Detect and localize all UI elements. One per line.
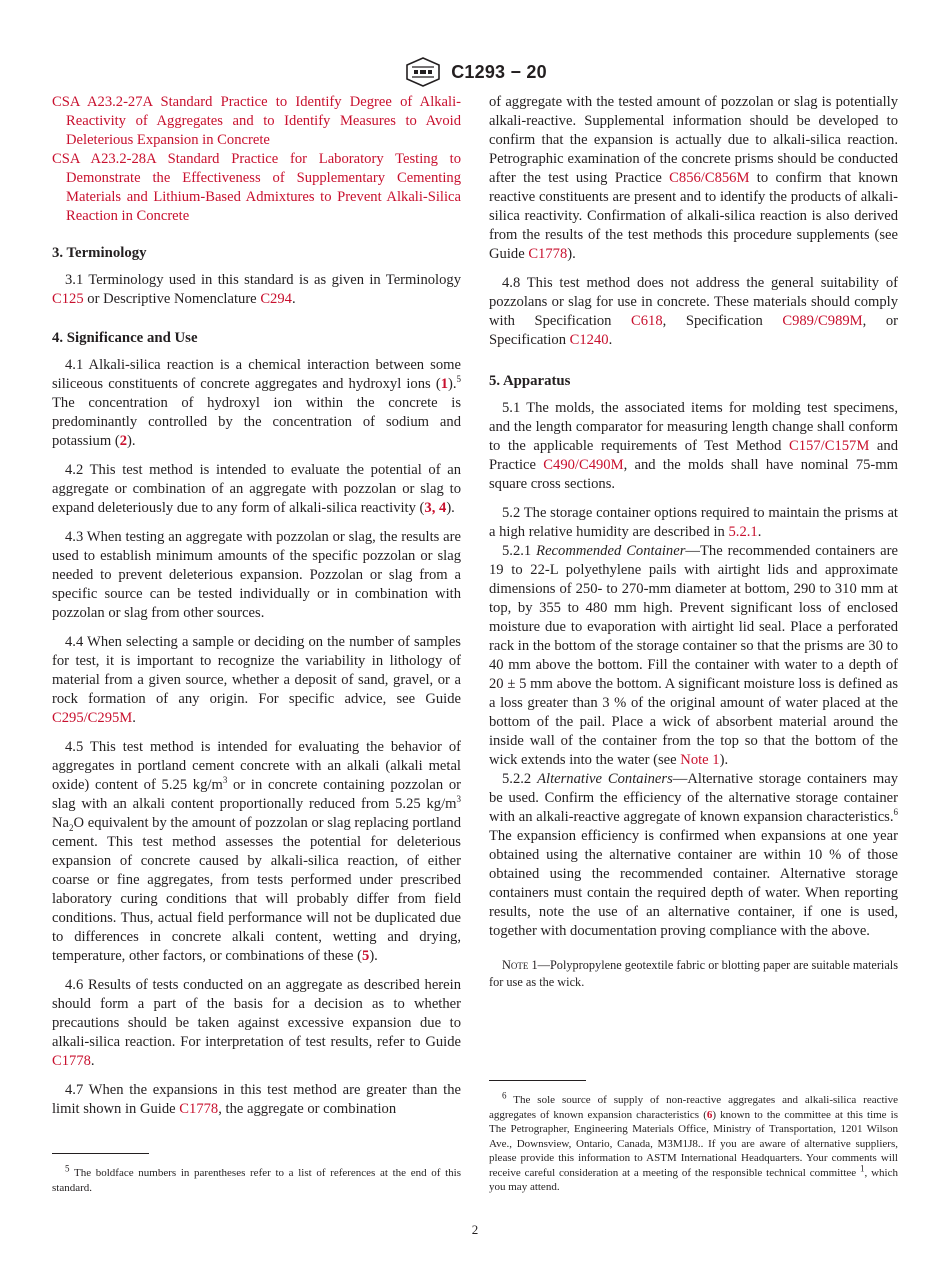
paragraph-4-7-continued: of aggregate with the tested amount of pozzolan or slag is potentially alkali-reactive. Supplemental information should be developed to confirm that the expansion is actually due to alkali-silica reaction. Petrographic examination of the concrete prisms should be conducted after the test using Practice C856/C856M to confirm that known reactive constituents are present and to identify the products of alkali-silica reactivity. Confirmation of alkali-silica reaction is also derived from the results of the test methods this procedure supplements (see Guide C1778).: [489, 94, 898, 262]
paragraph-4-7: 4.7 When the expansions in this test method are greater than the limit shown in Guide C1778, the aggregate or combination: [52, 1082, 461, 1117]
reference-csa-27a: [52, 93, 461, 150]
link-c618[interactable]: C618: [631, 313, 663, 329]
link-c294[interactable]: C294: [260, 291, 292, 307]
standard-designation: C1293 − 20: [451, 61, 547, 82]
footnote-rule: [489, 1080, 586, 1081]
link-c989[interactable]: C989/C989M: [782, 313, 863, 329]
link-c1778[interactable]: C1778: [528, 246, 568, 262]
page-header: [0, 57, 950, 87]
link-note-1[interactable]: Note 1: [680, 752, 720, 768]
paragraph-5-2-1: 5.2.1 Recommended Container—The recommended containers are 19 to 22-L polyethylene pails with airtight lids and approximate dimensions of 250- to 270-mm diameter at bottom, 290 to 310 mm at top, by 355 to 480 mm high. Prevent significant loss of enclosed moisture due to evaporation with airtight lid seal. Place a perforated rack in the bottom of the storage container so that the prisms are 30 to 40 mm above the bottom. Fill the container with water to a depth of 20 ± 5 mm above the bottom. A significant moisture loss is defined as a loss greater than 3 % of the original amount of water placed at the bottom of the pail. Place a wick of absorbent material around the inside wall of the container from the top so that the bottom of the wick extends into the water (see Note 1).: [489, 543, 898, 768]
paragraph-5-2: 5.2 The storage container options required to maintain the prisms at a high relative humidity are described in 5.2.1.: [489, 505, 898, 540]
paragraph-4-2: 4.2 This test method is intended to evaluate the potential of an aggregate or combination of an aggregate with pozzolan or slag to expand deleteriously due to any form of alkali-silica reactivity (3, 4).: [52, 462, 461, 516]
footnote-area: [52, 1153, 461, 1195]
reference-code[interactable]: CSA A23.2-28A: [52, 151, 156, 167]
paragraph-4-1: 4.1 Alkali-silica reaction is a chemical interaction between some siliceous constituents of concrete aggregates and hydroxyl ions (1).$^5$ The concentration of hydroxyl ion within the concrete is predominantly controlled by the concentration of sodium and potassium (2).: [52, 357, 461, 449]
link-c1778[interactable]: C1778: [179, 1101, 219, 1117]
section-heading-significance: 4. Significance and Use: [52, 330, 198, 346]
paragraph-3-1: 3.1 Terminology used in this standard is as given in Terminology C125 or Descriptive Nomenclature C294.: [52, 272, 461, 307]
footnote-rule: [52, 1153, 149, 1154]
left-column: [52, 93, 461, 1194]
ref-link-6[interactable]: 6: [706, 1108, 713, 1121]
link-c1240[interactable]: C1240: [569, 332, 609, 348]
right-column: [489, 93, 899, 1193]
reference-csa-28a: [52, 150, 461, 226]
ref-link-5[interactable]: 5: [362, 948, 370, 964]
paragraph-4-4: 4.4 When selecting a sample or deciding on the number of samples for test, it is important to recognize the variability in lithology of material from a given source, whether a deposit of sand, gravel, or a rock formation of any origin. For specific advice, see Guide C295/C295M.: [52, 634, 461, 726]
note-1: Note 1—Polypropylene geotextile fabric or blotting paper are suitable materials for use as the wick.: [489, 958, 898, 989]
link-c125[interactable]: C125: [52, 291, 84, 307]
link-c157[interactable]: C157/C157M: [789, 438, 870, 454]
link-5-2-1[interactable]: 5.2.1: [728, 524, 758, 540]
paragraph-4-3: 4.3 When testing an aggregate with pozzolan or slag, the results are used to establish minimum amounts of the specific pozzolan or slag needed to prevent deleterious expansion. Pozzolan or slag from a specific source can be tested individually or in combination with pozzolan or slag from other sources.: [52, 529, 461, 621]
astm-logo-icon: [403, 57, 443, 87]
footnote-6: $^6$ The sole source of supply of non-reactive aggregates and alkali-silica reactive aggregates of known expansion characteristics (6) known to the committee at this time is The Petrographer, Engineering Materials Office, Ministry of Transportation, 1201 Wilson Ave., Downsview, Ontario, Canada, M3M1J8.. If you are aware of alternative suppliers, please provide this information to ASTM International Headquarters. Your comments will receive careful consideration at a meeting of the responsible technical committee $^1$, which you may attend.: [489, 1090, 899, 1193]
paragraph-5-1: 5.1 The molds, the associated items for molding test specimens, and the length comparator for measuring length change shall conform to the applicable requirements of Test Method C157/C157M and Practice C490/C490M, and the molds shall have nominal 75-mm square cross sections.: [489, 400, 898, 492]
link-c490[interactable]: C490/C490M: [543, 457, 624, 473]
section-heading-apparatus: 5. Apparatus: [489, 373, 571, 389]
paragraph-5-2-2: 5.2.2 Alternative Containers—Alternative storage containers may be used. Confirm the efficiency of the alternative storage container with an alkali-reactive aggregate of known expansion characteristics.$^6$ The expansion efficiency is confirmed when expansions at one year obtained using the alternative container are within 10 % of those obtained using the recommended container. Alternative storage containers must contain the required depth of water. When reporting results, note the use of an alternative container, if one is used, together with documentation proving compliance with the above.: [489, 771, 899, 939]
paragraph-4-5: 4.5 This test method is intended for evaluating the behavior of aggregates in portland cement concrete with an alkali (alkali metal oxide) content of 5.25 $kg/m^3$ or in concrete containing pozzolan or slag with an alkali content proportionally reduced from 5.25 $kg/m^3$ $Na_2O$ equivalent by the amount of pozzolan or slag replacing portland cement. This test method assesses the potential for deleterious expansion of concrete caused by alkali-silica reaction, of either coarse or fine aggregates, from tests performed under prescribed laboratory curing conditions that will probably differ from field conditions. Thus, actual field performance will not be duplicated due to differences in concrete alkali content, wetting and drying, temperature, other factors, or combinations of these (5).: [52, 739, 461, 964]
reference-code[interactable]: CSA A23.2-27A: [52, 94, 153, 110]
footnote-area: [489, 1080, 898, 1195]
link-c1778[interactable]: C1778: [52, 1053, 91, 1069]
reference-title[interactable]: Standard Practice to Identify Degree of Alkali-Reactivity of Aggregates and to Identify Measures to Avoid Deleterious Expansion in Concrete: [66, 94, 461, 148]
footnote-5: $^5$ The boldface numbers in parentheses refer to a list of references at the end of this standard.: [52, 1163, 461, 1194]
link-c295[interactable]: C295/C295M: [52, 710, 133, 726]
section-heading-terminology: 3. Terminology: [52, 245, 147, 261]
ref-link-1[interactable]: 1: [440, 376, 448, 392]
link-c856[interactable]: C856/C856M: [669, 170, 750, 186]
reference-title[interactable]: Standard Practice for Laboratory Testing to Demonstrate the Effectiveness of Supplementary Cementing Materials and Lithium-Based Admixtures to Prevent Alkali-Silica Reaction in Concrete: [66, 151, 461, 224]
paragraph-4-6: 4.6 Results of tests conducted on an aggregate as described herein should form a part of the basis for a decision as to whether precautions should be taken against excessive expansion due to alkali-silica reaction. For interpretation of test results, refer to Guide C1778.: [52, 977, 461, 1069]
ref-link-3-4[interactable]: 3, 4: [424, 500, 447, 516]
paragraph-4-8: 4.8 This test method does not address the general suitability of pozzolans or slag for use in concrete. These materials should comply with Specification C618, Specification C989/C989M, or Specification C1240.: [489, 275, 898, 348]
ref-link-2[interactable]: 2: [119, 433, 127, 449]
page-number: 2: [471, 1222, 479, 1237]
